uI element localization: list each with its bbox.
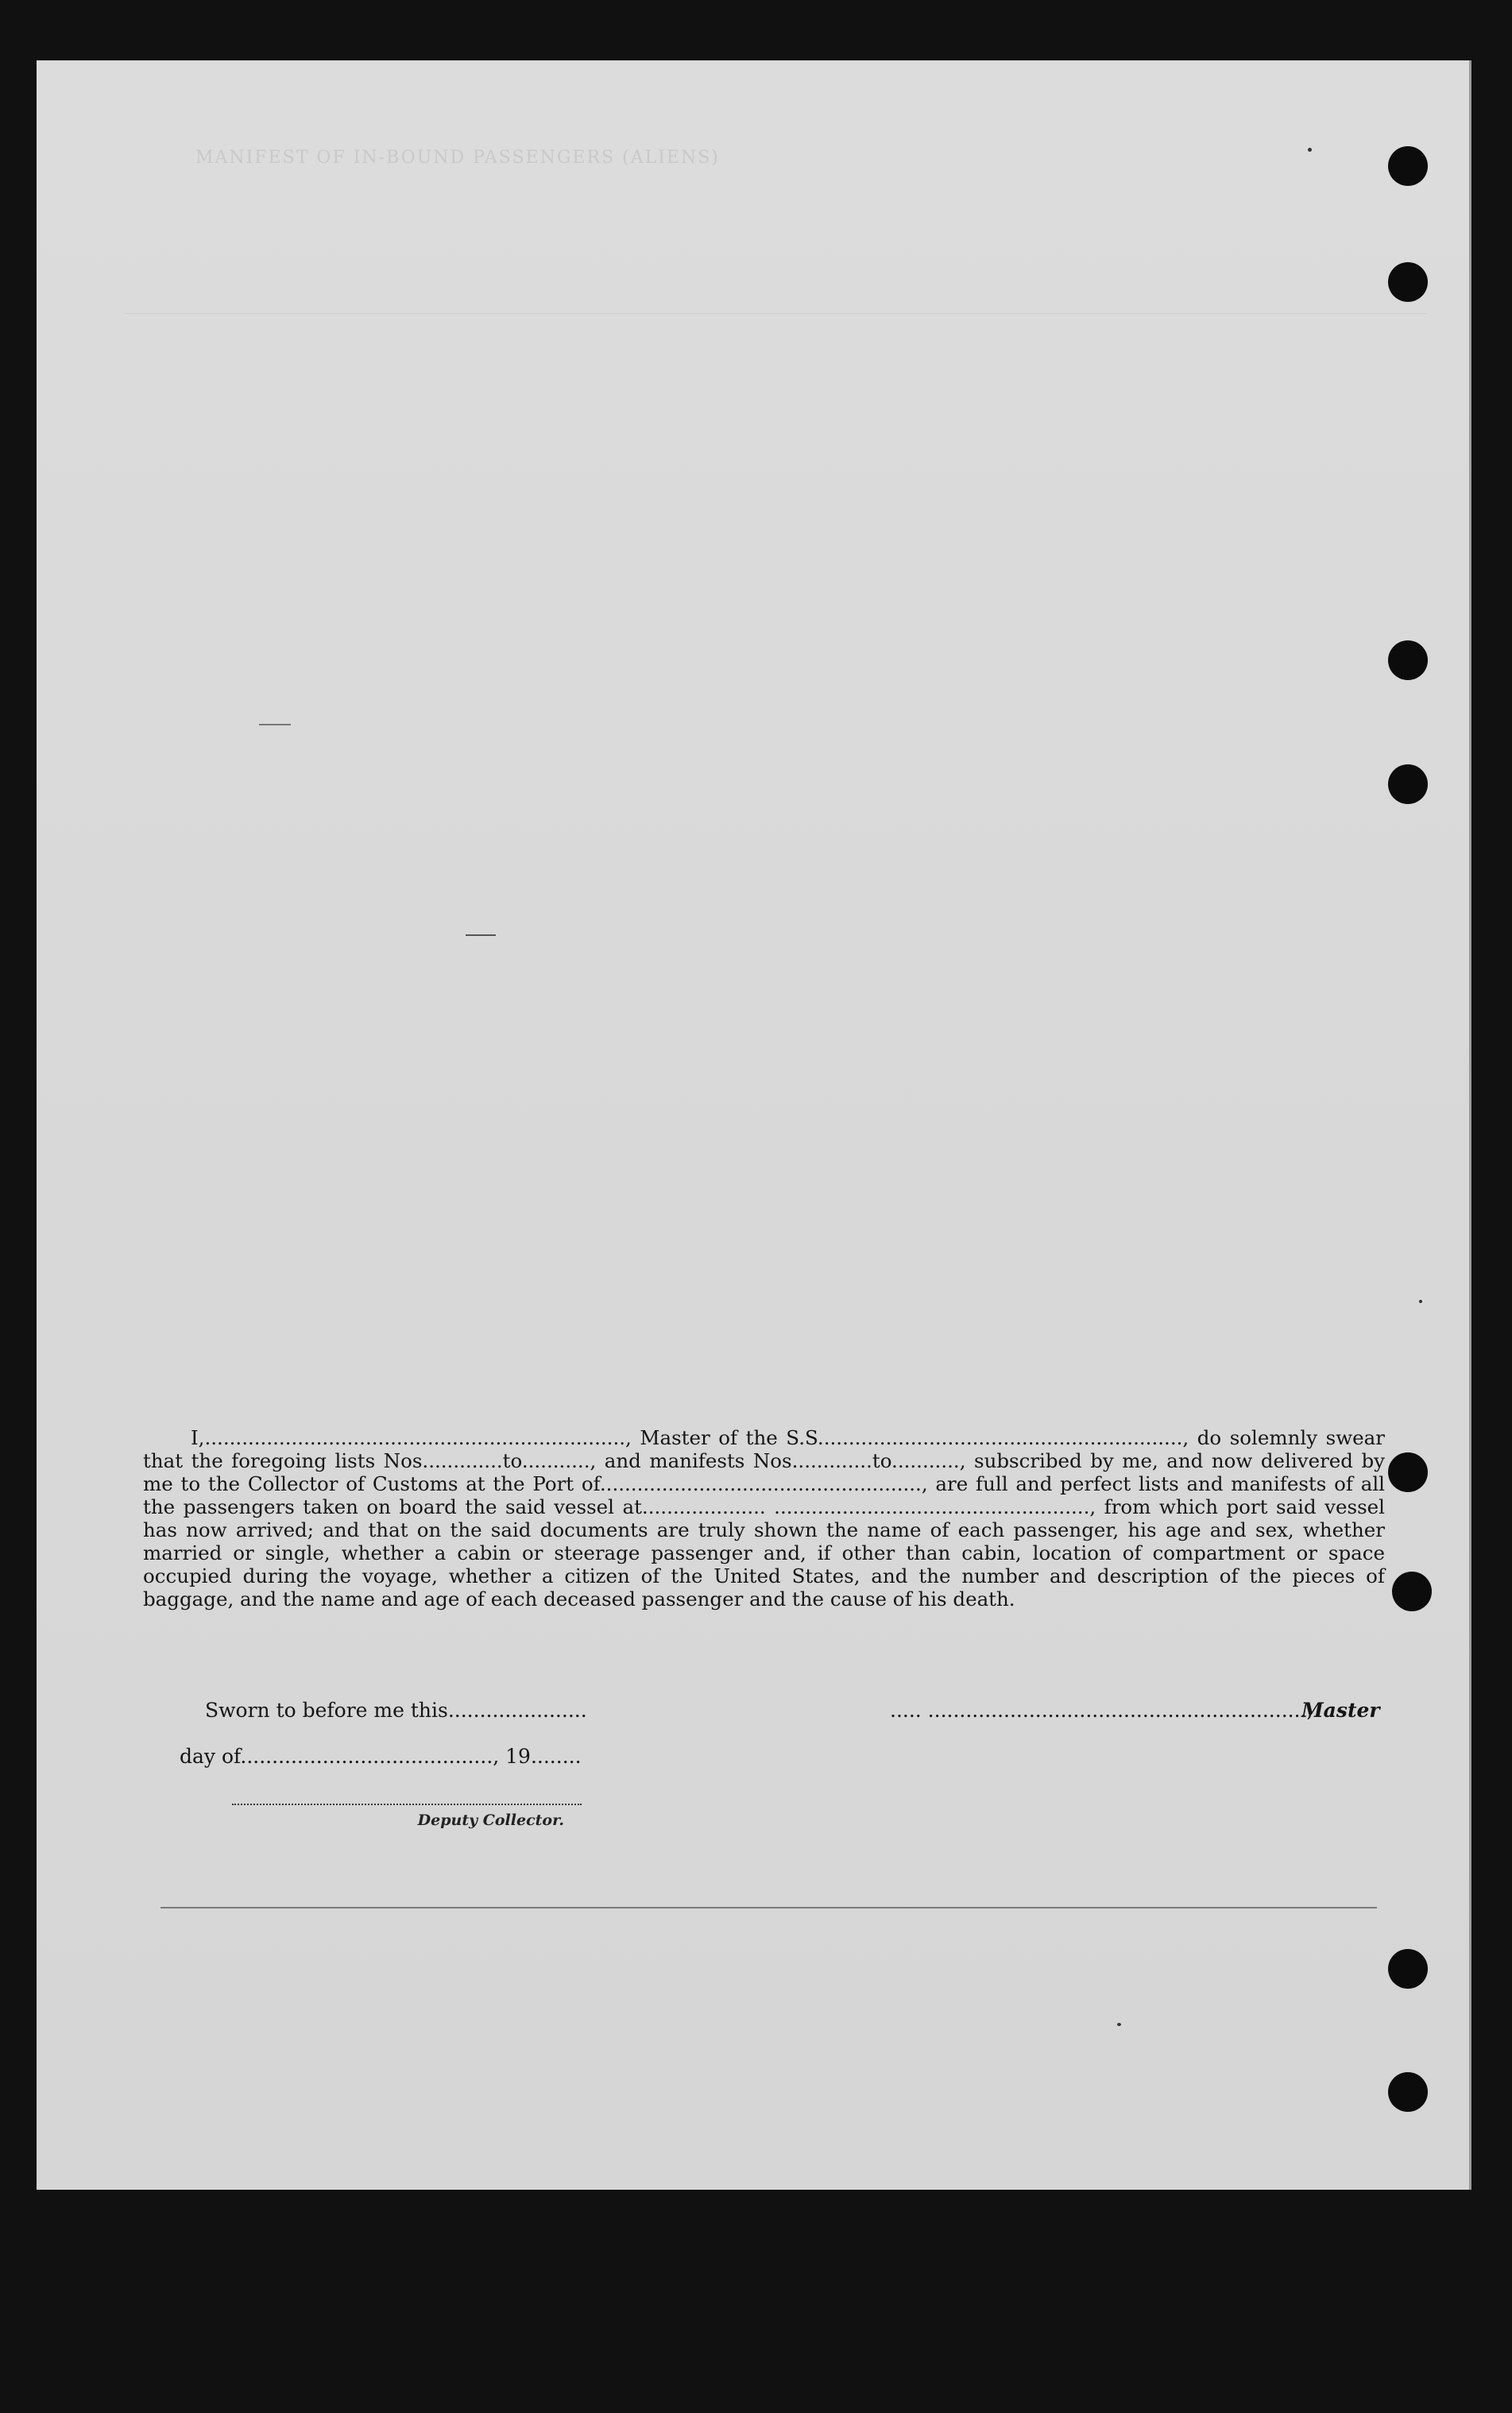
binding-hole xyxy=(1388,1452,1428,1492)
speck xyxy=(1419,1300,1422,1303)
binding-hole xyxy=(1388,2072,1428,2112)
binding-hole xyxy=(1388,1949,1428,1989)
binding-hole xyxy=(1388,764,1428,804)
deputy-signature-line xyxy=(232,1804,582,1805)
deputy-collector-label: Deputy Collector. xyxy=(417,1812,564,1829)
binding-hole xyxy=(1388,640,1428,680)
ghost-header-rule xyxy=(124,313,1427,314)
master-label: Master xyxy=(1301,1699,1380,1722)
sworn-line: Sworn to before me this...................... xyxy=(205,1699,587,1722)
master-signature-dots: ..... ............................................................, xyxy=(890,1699,1313,1722)
binding-hole xyxy=(1392,1572,1432,1611)
binding-hole xyxy=(1388,262,1428,302)
speck xyxy=(1308,148,1312,152)
bottom-rule xyxy=(160,1907,1377,1908)
ghost-header-title: MANIFEST OF IN-BOUND PASSENGERS (ALIENS) xyxy=(195,148,720,168)
master-oath-paragraph: I,...................................................................., Master of the S.S..........................................................., do solemnly swear that the foregoing lists Nos.............to..........., and manifests Nos.............to..........., subscribed by me, and now delivered by me to the Collector of Customs at the Port of...................................................., are full and perfect lists and manifests of all the passengers taken on board the said vessel at.................... ..................................................., from which port said vessel has now arrived; and that on the said documents are truly shown the name of each passenger, his age and sex, whether married or single, whether a cabin or steerage passenger and, if other than cabin, location of compartment or space occupied during the voyage, whether a citizen of the United States, and the number and description of the pieces of baggage, and the name and age of each deceased passenger and the cause of his death. xyxy=(143,1426,1385,1611)
manifest-page xyxy=(37,60,1471,2190)
speck xyxy=(259,724,291,725)
speck xyxy=(466,934,496,936)
speck xyxy=(1117,2023,1121,2026)
binding-hole xyxy=(1388,146,1428,186)
day-of-line: day of........................................, 19........ xyxy=(180,1745,582,1768)
